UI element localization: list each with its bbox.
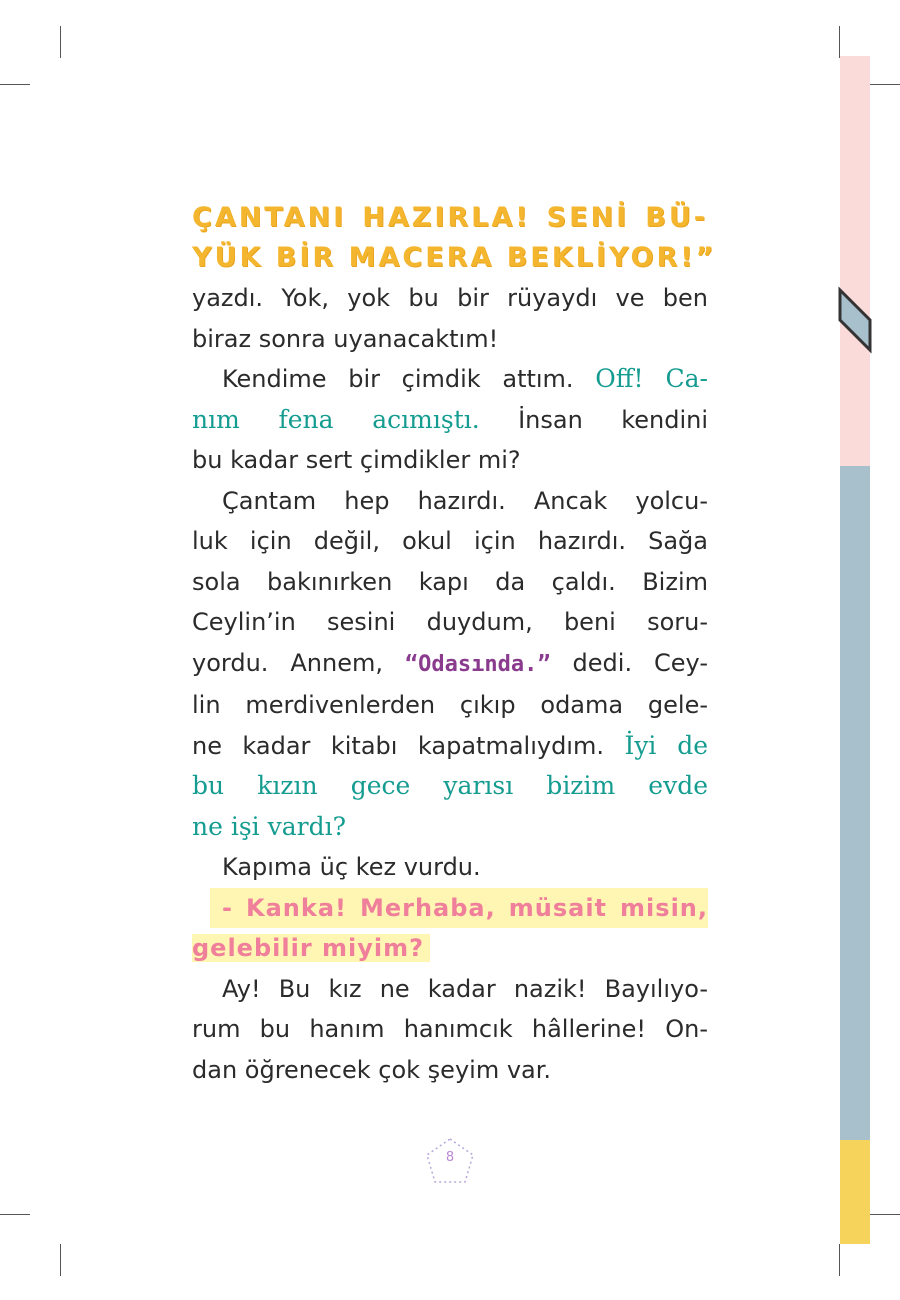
edge-strip-yellow [840, 1140, 870, 1244]
paragraph-2-line-2 [192, 400, 708, 441]
edge-illustration [830, 270, 875, 370]
dialog-highlight-2: gelebilir miyim? [192, 934, 430, 962]
paragraph-5-line-1: Ay! Bu kız ne kadar nazik! Bayılıyo- [222, 974, 708, 1003]
paragraph-3-line-9: ne işi vardı? [192, 811, 346, 841]
page-body [192, 198, 717, 1090]
crop-mark-top-left-horizontal [0, 84, 30, 85]
p3-text-before: yordu. Annem, [192, 648, 405, 677]
p3-text-7: ne kadar kitabı kapatmalıydım. [192, 731, 625, 760]
paragraph-5-line-3: dan öğrenecek çok şeyim var. [192, 1055, 552, 1084]
paragraph-3-line-2: luk için değil, okul için hazırdı. Sağa [192, 527, 708, 555]
dialog-line-1 [192, 888, 708, 929]
paragraph-3-line-6: lin merdivenlerden çıkıp odama gele- [192, 691, 708, 719]
page-number: 8 [445, 1150, 455, 1165]
crop-mark-top-right-vertical [839, 26, 840, 58]
crop-mark-bottom-left-vertical [60, 1244, 61, 1276]
paragraph-5-line-2: rum bu hanım hanımcık hâllerine! On- [192, 1015, 708, 1043]
paragraph-3-line-4: Ceylin’in sesini duydum, beni soru- [192, 608, 708, 636]
dialog-highlight-1: - Kanka! Merhaba, müsait misin, [210, 888, 708, 929]
paragraph-4: Kapıma üç kez vurdu. [222, 853, 481, 881]
paragraph-2-line-3: bu kadar sert çimdikler mi? [192, 446, 521, 474]
headline-line-1: ÇANTANI HAZIRLA! SENİ BÜ- [192, 202, 708, 233]
crop-mark-bottom-right-vertical [839, 1244, 840, 1276]
crop-mark-top-right-horizontal [870, 84, 900, 85]
quote-odasinda: “Odasında.” [404, 651, 551, 677]
p2-text: Kendime bir çimdik attım. [222, 365, 596, 393]
p3-text-after: dedi. Cey- [550, 648, 708, 677]
p2-text-2: İnsan kendini [479, 405, 708, 434]
crop-mark-bottom-right-horizontal [870, 1214, 900, 1215]
paragraph-3-line-1: Çantam hep hazırdı. Ancak yolcu- [222, 486, 708, 515]
crop-mark-top-left-vertical [60, 26, 61, 58]
headline-line-2: YÜK BİR MACERA BEKLİYOR!” [192, 242, 717, 273]
paragraph-3-line-8: bu kızın gece yarısı bizim evde [192, 771, 708, 800]
edge-strip-pink [840, 56, 870, 466]
paragraph-3-line-5 [192, 643, 708, 686]
page-number-badge [424, 1136, 476, 1186]
paragraph-1-line-1: yazdı. Yok, yok bu bir rüyaydı ve ben [192, 284, 708, 312]
paragraph-3-line-3: sola bakınırken kapı da çaldı. Bizim [192, 567, 708, 596]
crop-mark-bottom-left-horizontal [0, 1214, 30, 1215]
edge-strip-blue [840, 466, 870, 1156]
dialog-line-2 [192, 928, 708, 969]
p2-teal-2: nım fena acımıştı. [192, 404, 480, 434]
p3-teal-7: İyi de [624, 730, 708, 760]
p2-teal-1: Off! Ca- [595, 364, 708, 393]
paragraph-1-line-2: biraz sonra uyanacaktım! [192, 324, 499, 353]
paragraph-2-line-1 [192, 359, 708, 400]
paragraph-3-line-7 [192, 726, 708, 767]
